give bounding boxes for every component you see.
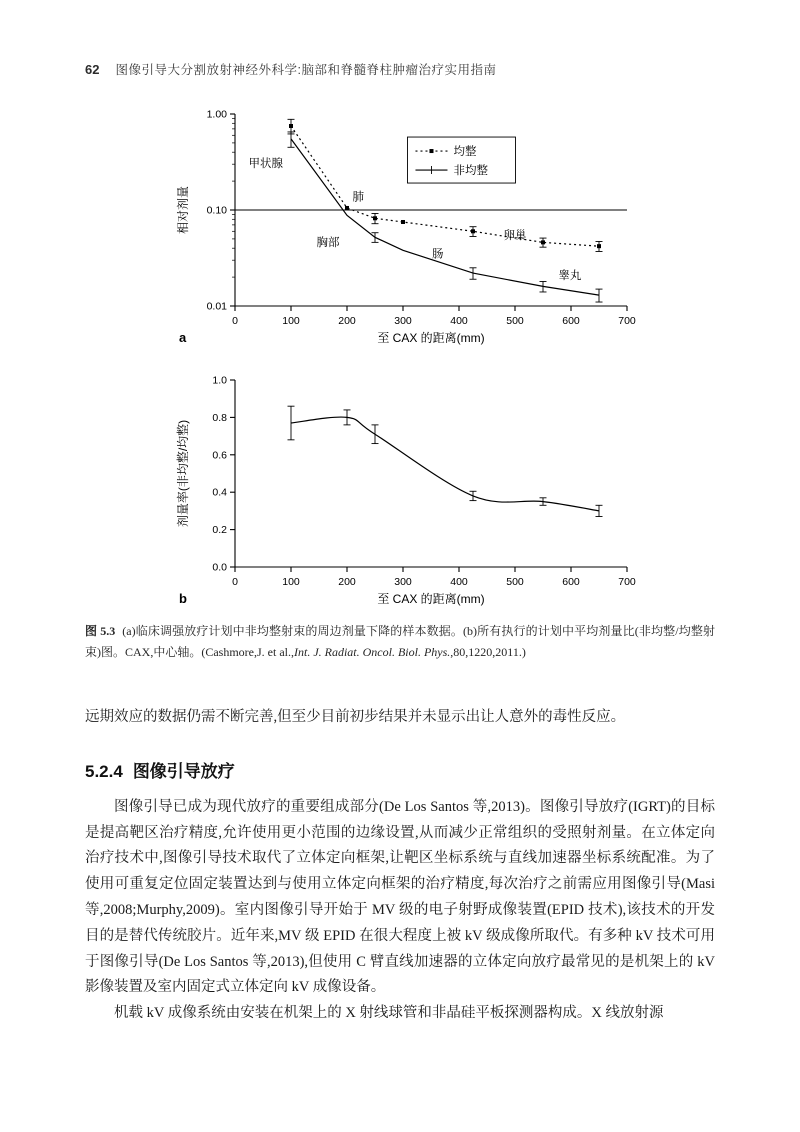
figure-caption-text-end: ,80,1220,2011.) [450,645,526,659]
svg-text:300: 300 [394,315,412,327]
paragraph-igrt: 图像引导已成为现代放疗的重要组成部分(De Los Santos 等,2013)。图像引导放疗(IGRT)的目标是提高靶区治疗精度,允许使用更小范围的边缘设置,从而减少正常组织的受照射剂量。在立体定向治疗技术中,图像引导技术取代了立体定向框架,让靶区坐标系统与直线加速器坐标系统配准。为了使用可重复定位固定装置达到与使用立体定向框架的治疗精度,每次治疗之前需应用图像引导(Masi 等,2008;Murphy,2009)。室内图像引导开始于 MV 级的电子射野成像装置(EPID 技术),该技术的开发目的是替代传统胶片。近年来,MV 级 EPID 在很大程度上被 kV 级成像所取代。有多种 kV 技术可用于图像引导(De Los Santos 等,2013),但使用 C 臂直线加速器的立体定向放疗最常见的是机架上的 kV 影像装置及室内固定式立体定向 kV 成像设备。 [85,798,715,996]
paragraph-kv-imaging: 机载 kV 成像系统由安装在机架上的 X 射线球管和非晶硅平板探测器构成。X 线放射源 [114,1005,664,1022]
svg-text:0.10: 0.10 [206,204,227,217]
paragraph-toxicity: 远期效应的数据仍需不断完善,但至少目前初步结果并未显示出让人意外的毒性反应。 [85,709,626,725]
dose-falloff-chart [173,100,643,350]
svg-text:700: 700 [618,315,636,327]
dose-ratio-chart [173,366,643,611]
svg-text:1.0: 1.0 [212,374,227,387]
figure-caption [85,621,715,663]
section-number: 5.2.4 [85,761,123,781]
svg-text:肠: 肠 [431,248,444,261]
svg-text:剂量率(非均整/均整): 剂量率(非均整/均整) [176,419,190,528]
svg-text:至 CAX 的距离(mm): 至 CAX 的距离(mm) [377,592,485,606]
svg-text:600: 600 [562,576,580,588]
svg-text:0.01: 0.01 [206,300,227,313]
figure-caption-journal: Int. J. Radiat. Oncol. Biol. Phys. [293,645,451,659]
svg-text:相对剂量: 相对剂量 [176,185,190,235]
svg-text:甲状腺: 甲状腺 [248,158,284,171]
svg-text:0: 0 [232,576,238,588]
svg-text:200: 200 [338,315,356,327]
running-title: 图像引导大分割放射神经外科学:脑部和脊髓脊柱肿瘤治疗实用指南 [115,63,497,77]
svg-text:300: 300 [394,576,412,588]
svg-text:非均整: 非均整 [453,165,488,178]
svg-text:1.00: 1.00 [206,108,227,121]
svg-text:卵巢: 卵巢 [503,229,527,242]
svg-text:肺: 肺 [352,191,364,204]
svg-text:600: 600 [562,315,580,327]
svg-text:400: 400 [450,576,468,588]
svg-text:至 CAX 的距离(mm): 至 CAX 的距离(mm) [377,331,485,345]
figure-5-3 [85,100,715,663]
page-header [85,60,715,78]
svg-text:100: 100 [282,315,300,327]
svg-text:500: 500 [506,315,524,327]
section-heading [85,757,715,782]
svg-text:0.8: 0.8 [212,411,227,424]
svg-text:100: 100 [282,576,300,588]
figure-caption-label: 图 5.3 [85,624,116,638]
svg-text:500: 500 [506,576,524,588]
svg-text:0.4: 0.4 [212,486,227,499]
svg-text:700: 700 [618,576,636,588]
svg-text:a: a [179,330,187,345]
svg-text:均整: 均整 [453,146,477,159]
svg-text:200: 200 [338,576,356,588]
svg-text:睾丸: 睾丸 [558,270,582,283]
svg-text:0.2: 0.2 [212,524,227,537]
page-number: 62 [85,62,100,77]
section-title: 图像引导放疗 [132,761,235,781]
svg-text:胸部: 胸部 [316,237,340,250]
svg-text:400: 400 [450,315,468,327]
svg-text:0: 0 [232,315,238,327]
svg-text:b: b [179,591,187,606]
svg-text:0.6: 0.6 [212,449,227,462]
svg-text:0.0: 0.0 [212,561,227,574]
figure-caption-text: (a)临床调强放疗计划中非均整射束的周边剂量下降的样本数据。(b)所有执行的计划中平均剂量比(非均整/均整射束)图。CAX,中心轴。(Cashmore,J. et al., [85,624,715,659]
